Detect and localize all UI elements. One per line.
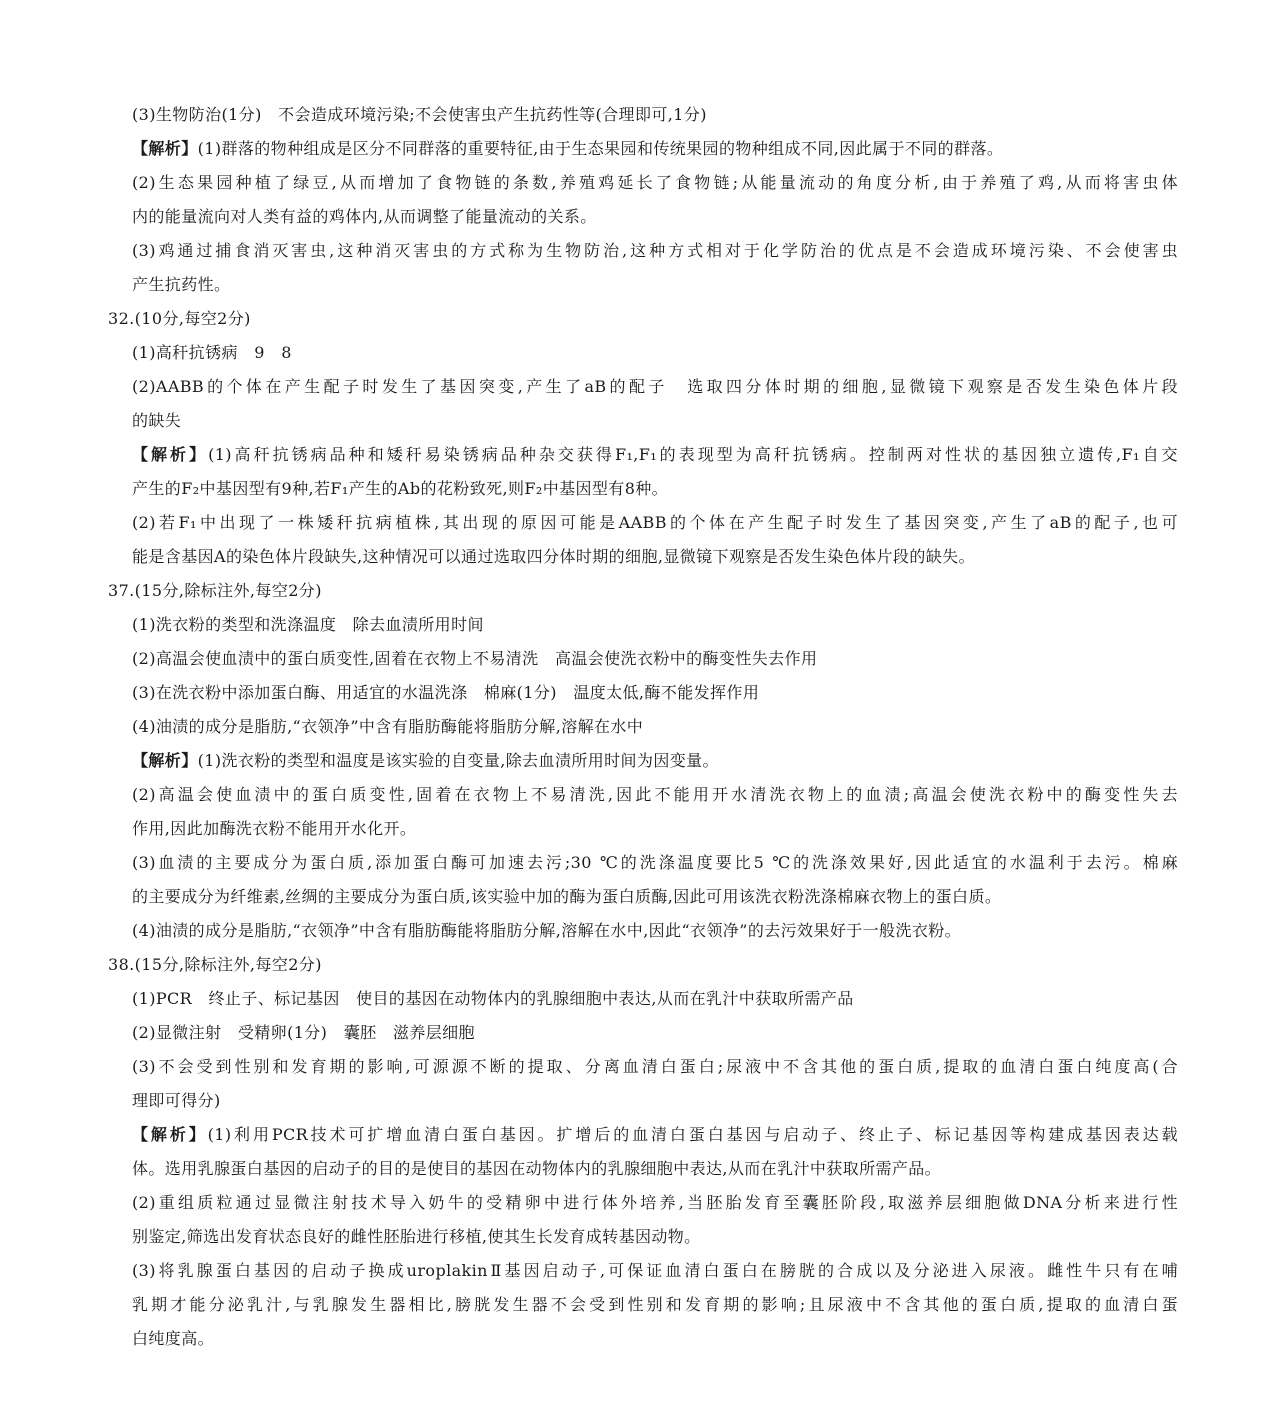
question-heading (108, 574, 1178, 608)
line-text: (3)不会受到性别和发育期的影响,可源源不断的提取、分离血清白蛋白;尿液中不含其他的蛋白质,提取的血清白蛋白纯度高(合 (132, 1057, 1178, 1076)
question-heading (108, 302, 1178, 336)
answer-line (108, 914, 1178, 948)
line-text: 别鉴定,筛选出发育状态良好的雌性胚胎进行移植,使其生长发育成转基因动物。 (132, 1227, 701, 1246)
analysis-label: 【解析】 (132, 1125, 208, 1144)
line-text: (1)洗衣粉的类型和温度是该实验的自变量,除去血渍所用时间为因变量。 (197, 751, 719, 770)
line-text: (2)若F₁中出现了一株矮秆抗病植株,其出现的原因可能是AABB的个体在产生配子时发生了基因突变,产生了aB的配子,也可 (132, 513, 1178, 532)
line-text: 产生抗药性。 (132, 275, 231, 294)
line-text: 理即可得分) (132, 1091, 221, 1110)
line-text: 白纯度高。 (132, 1329, 215, 1348)
line-text: 32.(10分,每空2分) (108, 309, 251, 328)
line-text: (3)血渍的主要成分为蛋白质,添加蛋白酶可加速去污;30 ℃的洗涤温度要比5 ℃的洗涤效果好,因此适宜的水温利于去污。棉麻 (132, 853, 1178, 872)
line-text: 体。选用乳腺蛋白基因的启动子的目的是使目的基因在动物体内的乳腺细胞中表达,从而在乳汁中获取所需产品。 (132, 1159, 942, 1178)
answer-line (108, 1220, 1178, 1254)
line-text: 能是含基因A的染色体片段缺失,这种情况可以通过选取四分体时期的细胞,显微镜下观察是否发生染色体片段的缺失。 (132, 547, 975, 566)
answer-line (108, 982, 1178, 1016)
line-text: 的主要成分为纤维素,丝绸的主要成分为蛋白质,该实验中加的酶为蛋白质酶,因此可用该洗衣粉洗涤棉麻衣物上的蛋白质。 (132, 887, 1002, 906)
answer-line (108, 132, 1178, 166)
answer-line (108, 1288, 1178, 1322)
answer-line (108, 812, 1178, 846)
answer-line (108, 438, 1178, 472)
answer-line (108, 642, 1178, 676)
answer-line (108, 234, 1178, 268)
question-heading (108, 948, 1178, 982)
line-text: (3)生物防治(1分) 不会造成环境污染;不会使害虫产生抗药性等(合理即可,1分) (132, 105, 707, 124)
answer-line (108, 676, 1178, 710)
answer-line (108, 1152, 1178, 1186)
line-text: (3)在洗衣粉中添加蛋白酶、用适宜的水温洗涤 棉麻(1分) 温度太低,酶不能发挥作用 (132, 683, 760, 702)
answer-line (108, 1186, 1178, 1220)
line-text: 产生的F₂中基因型有9种,若F₁产生的Ab的花粉致死,则F₂中基因型有8种。 (132, 479, 669, 498)
analysis-label: 【解析】 (132, 445, 209, 464)
answer-line (108, 200, 1178, 234)
line-text: (2)显微注射 受精卵(1分) 囊胚 滋养层细胞 (132, 1023, 475, 1042)
line-text: (2)高温会使血渍中的蛋白质变性,固着在衣物上不易清洗,因此不能用开水清洗衣物上的血渍;高温会使洗衣粉中的酶变性失去 (132, 785, 1178, 804)
answer-line (108, 846, 1178, 880)
answer-line (108, 1084, 1178, 1118)
document-page (108, 98, 1178, 1356)
line-text: 38.(15分,除标注外,每空2分) (108, 955, 322, 974)
answer-line (108, 608, 1178, 642)
answer-line (108, 710, 1178, 744)
answer-line (108, 336, 1178, 370)
answer-line (108, 1118, 1178, 1152)
answer-line (108, 98, 1178, 132)
line-text: (2)AABB的个体在产生配子时发生了基因突变,产生了aB的配子 选取四分体时期的细胞,显微镜下观察是否发生染色体片段 (132, 377, 1178, 396)
line-text: (4)油渍的成分是脂肪,“衣领净”中含有脂肪酶能将脂肪分解,溶解在水中 (132, 717, 644, 736)
answer-line (108, 472, 1178, 506)
line-text: (1)高秆抗锈病 9 8 (132, 343, 292, 362)
line-text: (1)PCR 终止子、标记基因 使目的基因在动物体内的乳腺细胞中表达,从而在乳汁中获取所需产品 (132, 989, 854, 1008)
answer-line (108, 404, 1178, 438)
line-text: (2)生态果园种植了绿豆,从而增加了食物链的条数,养殖鸡延长了食物链;从能量流动的角度分析,由于养殖了鸡,从而将害虫体 (132, 173, 1178, 192)
line-text: (1)利用PCR技术可扩增血清白蛋白基因。扩增后的血清白蛋白基因与启动子、终止子、标记基因等构建成基因表达载 (207, 1125, 1178, 1144)
line-text: (1)洗衣粉的类型和洗涤温度 除去血渍所用时间 (132, 615, 484, 634)
line-text: 内的能量流向对人类有益的鸡体内,从而调整了能量流动的关系。 (132, 207, 597, 226)
analysis-label: 【解析】 (132, 751, 198, 770)
answer-line (108, 166, 1178, 200)
line-text: (4)油渍的成分是脂肪,“衣领净”中含有脂肪酶能将脂肪分解,溶解在水中,因此“衣领净”的去污效果好于一般洗衣粉。 (132, 921, 962, 940)
line-text: 的缺失 (132, 411, 182, 430)
line-text: (1)群落的物种组成是区分不同群落的重要特征,由于生态果园和传统果园的物种组成不同,因此属于不同的群落。 (197, 139, 1004, 158)
line-text: (2)高温会使血渍中的蛋白质变性,固着在衣物上不易清洗 高温会使洗衣粉中的酶变性失去作用 (132, 649, 818, 668)
line-text: (3)鸡通过捕食消灭害虫,这种消灭害虫的方式称为生物防治,这种方式相对于化学防治的优点是不会造成环境污染、不会使害虫 (132, 241, 1178, 260)
answer-line (108, 370, 1178, 404)
line-text: (3)将乳腺蛋白基因的启动子换成uroplakinⅡ基因启动子,可保证血清白蛋白在膀胱的合成以及分泌进入尿液。雌性牛只有在哺 (132, 1261, 1178, 1280)
line-text: 乳期才能分泌乳汁,与乳腺发生器相比,膀胱发生器不会受到性别和发育期的影响;且尿液中不含其他的蛋白质,提取的血清白蛋 (132, 1295, 1178, 1314)
answer-line (108, 1016, 1178, 1050)
line-text: (2)重组质粒通过显微注射技术导入奶牛的受精卵中进行体外培养,当胚胎发育至囊胚阶段,取滋养层细胞做DNA分析来进行性 (132, 1193, 1178, 1212)
answer-line (108, 540, 1178, 574)
analysis-label: 【解析】 (132, 139, 198, 158)
line-text: 37.(15分,除标注外,每空2分) (108, 581, 322, 600)
answer-line (108, 506, 1178, 540)
answer-line (108, 268, 1178, 302)
line-text: (1)高秆抗锈病品种和矮秆易染锈病品种杂交获得F₁,F₁的表现型为高秆抗锈病。控制两对性状的基因独立遗传,F₁自交 (208, 445, 1178, 464)
answer-line (108, 1254, 1178, 1288)
answer-line (108, 1322, 1178, 1356)
answer-line (108, 744, 1178, 778)
answer-line (108, 880, 1178, 914)
line-text: 作用,因此加酶洗衣粉不能用开水化开。 (132, 819, 417, 838)
answer-line (108, 778, 1178, 812)
answer-line (108, 1050, 1178, 1084)
